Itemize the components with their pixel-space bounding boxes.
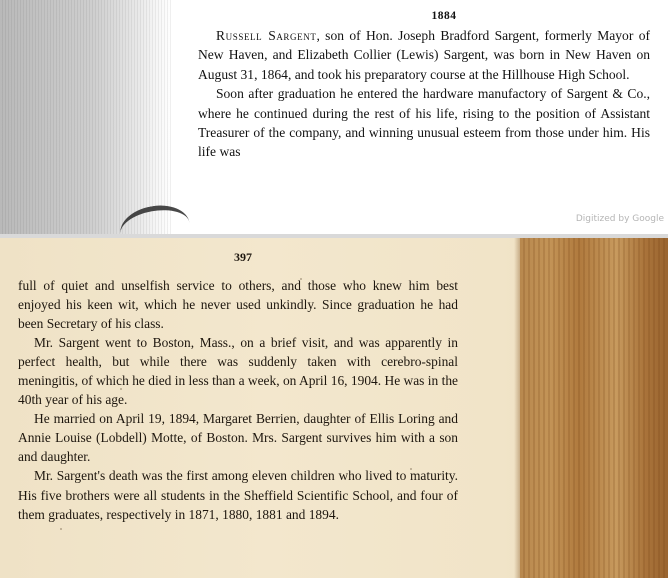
bottom-page-text — [18, 246, 458, 524]
obituary-paragraph-6: Mr. Sargent's death was the first among eleven children who lived to maturity. His five brothers were all students in the Sheffield Scientific School, and four of them graduates, respectively in 1871, 1880, 1881 and 1894. — [18, 468, 458, 522]
obituary-paragraph-5: He married on April 19, 1894, Margaret Berrien, daughter of Ellis Loring and Annie Louise (Lobdell) Motte, of Boston. Mrs. Sargent survives him with a son and daughter. — [18, 411, 458, 465]
obituary-paragraph-3: full of quiet and unselfish service to others, and those who knew him best enjoyed his keen wit, which he never used unkindly. Since graduation he had been Secretary of his class. — [18, 278, 458, 332]
book-spine-edge — [520, 238, 668, 578]
digitized-watermark: Digitized by Google — [575, 214, 664, 224]
obituary-paragraph-2: Soon after graduation he entered the hardware manufactory of Sargent & Co., where he continued during the rest of his life, rising to the position of Assistant Treasurer of the company, and winning unusual esteem from those under him. His life was — [198, 86, 650, 160]
bottom-scan-page — [0, 238, 668, 578]
page-number: 1884 — [431, 10, 457, 22]
paper-speck — [60, 528, 62, 530]
top-scan-page — [0, 0, 668, 234]
paragraph-text: , son of Hon. Joseph Bradford Sargent, formerly Mayor of New Haven, and Elizabeth Collier (Lewis) Sargent, was born in New Haven on August 31, 1864, and took his preparatory course at the Hillhouse High School. — [198, 28, 650, 82]
obituary-paragraph-4: Mr. Sargent went to Boston, Mass., on a brief visit, and was apparently in perfect health, but while there was suddenly taken with cerebro-spinal meningitis, of which he died in less than a week, on April 16, 1904. He was in the 40th year of his age. — [18, 335, 458, 408]
top-page-text — [198, 6, 650, 162]
page-number: 397 — [234, 250, 252, 264]
subject-name: Russell Sargent — [216, 28, 317, 43]
page-gutter-shadow — [0, 0, 172, 234]
obituary-paragraph-1 — [198, 26, 650, 84]
